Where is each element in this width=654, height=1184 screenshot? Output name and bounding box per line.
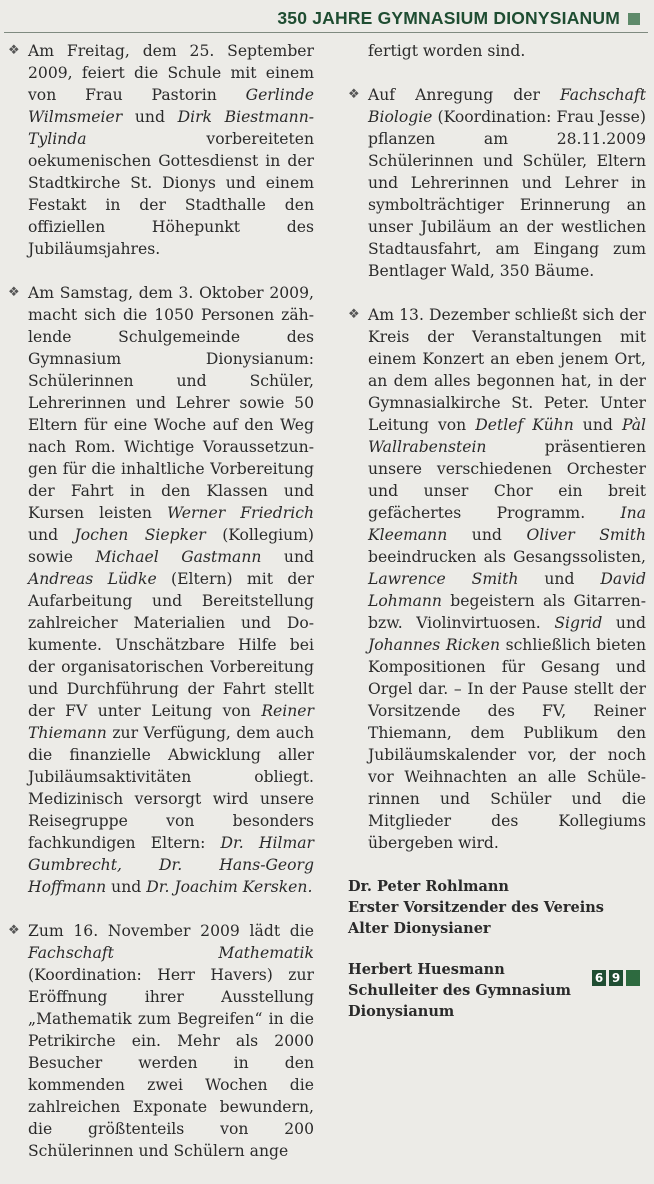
diamond-bullet-icon: ❖ [8, 43, 20, 58]
text-segment: begeistern als Gitarren- bzw. Violinvirtuosen. [368, 592, 646, 632]
text-segment: (Koordination: Herr Havers) zur Eröffnung ihrer Ausstellung „Mathematik zum Begreifen“ in die Petrikirche ein. Mehr als 2000 Besucher werden in den kommenden zwei Wochen die zahlreichen Exponate bewundern, die größtenteils von 200 Schülerinnen und Schülern ange [28, 966, 314, 1160]
right-column [348, 40, 646, 1042]
name-emphasis: Fachschaft Biologie [368, 86, 646, 126]
text-segment: und [573, 416, 622, 434]
name-emphasis: Jochen Siepker [74, 526, 206, 544]
page-digit: 9 [609, 970, 623, 986]
bullet-item [348, 304, 646, 854]
text-segment: und [261, 548, 314, 566]
text-segment: (Koordination: Frau Jesse) pflanzen am 28.11.2009 Schülerinnen und Schüler, Eltern und Lehrerinnen und Lehrer in symbolträchtiger Erinnerung an unser Jubiläum an der westlichen Stadtausfahrt, am Eingang zum Bentlager Wald, 350 Bäume. [368, 108, 646, 280]
bullet-item [8, 920, 314, 1162]
name-emphasis: Dirk Biestmann-Tylinda [28, 108, 315, 148]
name-emphasis: Sigrid [554, 614, 603, 632]
name-emphasis: Detlef Kühn [475, 416, 574, 434]
text-segment: Am Freitag, dem 25. September 2009, feiert die Schule mit einem von Frau Pastorin [28, 42, 314, 104]
text-segment: (Kollegium) sowie [28, 526, 315, 566]
text-segment: Zum 16. November 2009 lädt die [28, 922, 314, 940]
continuation-text: fertigt worden sind. [368, 42, 526, 60]
text-segment: und [122, 108, 178, 126]
name-emphasis: David Lohmann [368, 570, 646, 610]
name-emphasis: Gerlinde Wilmsmeier [28, 86, 314, 126]
bullet-item [348, 84, 646, 282]
bullet-item [8, 282, 314, 898]
signature-block [348, 959, 646, 1022]
text-segment: und [106, 878, 147, 896]
name-emphasis: Pàl Wallrabenstein [368, 416, 647, 456]
name-emphasis: Oliver Smith [526, 526, 646, 544]
diamond-bullet-icon: ❖ [348, 307, 360, 322]
diamond-bullet-icon: ❖ [348, 87, 360, 102]
signature-role: Erster Vorsitzender des Vereins Alter Dionysianer [348, 899, 604, 937]
name-emphasis: Lawrence Smith [368, 570, 519, 588]
name-emphasis: Johannes Ricken [368, 636, 501, 654]
text-segment: Am Samstag, dem 3. Oktober 2009, macht sich die 1050 Personen zählende Schulgemeinde des Gymnasium Dionysianum: Schülerinnen und Schüler, Lehrerinnen und Lehrer sowie 50 Eltern für eine Woche auf den Weg nach Rom. Wichtige Voraussetzungen für die inhaltliche Vorbereitung der Fahrt in den Klassen und Kursen leisten [28, 284, 314, 522]
text-segment: und [602, 614, 647, 632]
text-segment: (Eltern) mit der Aufarbeitung und Bereitstellung zahlreicher Materialien und Dokumente. Unschätzbare Hilfe bei der organisatorischen Vorbereitung und Durchführung der Fahrt stellt der FV unter Leitung von [28, 570, 314, 720]
bullet-item [8, 40, 314, 260]
page-digit: 6 [592, 970, 606, 986]
name-emphasis: Michael Gastmann [95, 548, 262, 566]
running-header [277, 8, 640, 29]
signature-name: Dr. Peter Rohlmann [348, 878, 509, 895]
text-segment: präsentieren unsere verschiedenen Orchester und unser Chor ein breit gefächertes Programm. [368, 438, 646, 522]
name-emphasis: Fachschaft Mathematik [28, 944, 314, 962]
name-emphasis: Dr. Joachim Kersken. [146, 878, 313, 896]
text-segment: zur Verfügung, dem auch die finanzielle Abwicklung aller Jubiläumsaktivitäten obliegt. Medizinisch versorgt wird unsere Reisegruppe von besonders fachkundigen Eltern: [28, 724, 314, 852]
text-segment: und [28, 526, 75, 544]
name-emphasis: Ina Kleemann [368, 504, 646, 544]
signature-role: Schulleiter des Gymnasium Dionysianum [348, 982, 571, 1020]
left-column [8, 40, 314, 1184]
diamond-bullet-icon: ❖ [8, 285, 20, 300]
text-segment: vorbereiteten oekumenischen Gottesdienst in der Stadtkirche St. Dionys und einem Festakt in der Stadthalle den offiziellen Höhepunkt des Jubiläumsjahres. [28, 130, 314, 258]
name-emphasis: Reiner Thiemann [28, 702, 314, 742]
text-segment: schließlich bieten Kompositionen für Gesang und Orgel dar. – In der Pause stellt der Vorsitzende des FV, Reiner Thiemann, dem Publikum den Jubiläumskalender vor, der noch vor Weihnachten an alle Schülerinnen und Schüler und die Mitglieder des Kollegiums übergeben wird. [368, 636, 646, 852]
name-emphasis: Werner Friedrich [167, 504, 314, 522]
page-square-icon [626, 970, 640, 986]
signature-block [348, 876, 646, 939]
text-segment: und [518, 570, 601, 588]
name-emphasis: Andreas Lüdke [28, 570, 157, 588]
header-square-icon [628, 13, 640, 25]
name-emphasis: Dr. Hilmar Gumbrecht, Dr. Hans-Georg Hoffmann [28, 834, 314, 896]
diamond-bullet-icon: ❖ [8, 923, 20, 938]
page-number [592, 970, 640, 986]
signature-name: Herbert Huesmann [348, 961, 505, 978]
text-segment: Am 13. Dezember schließt sich der Kreis der Veranstaltungen mit einem Konzert an eben jenem Ort, an dem alles begonnen hat, in der Gymnasialkirche St. Peter. Unter Leitung von [368, 306, 646, 434]
header-title: 350 JAHRE GYMNASIUM DIONYSIANUM [277, 8, 620, 28]
text-segment: und [447, 526, 527, 544]
text-segment: beeindrucken als Gesangssolisten, [368, 548, 646, 566]
header-rule [4, 32, 648, 33]
text-segment: Auf Anregung der [368, 86, 561, 104]
